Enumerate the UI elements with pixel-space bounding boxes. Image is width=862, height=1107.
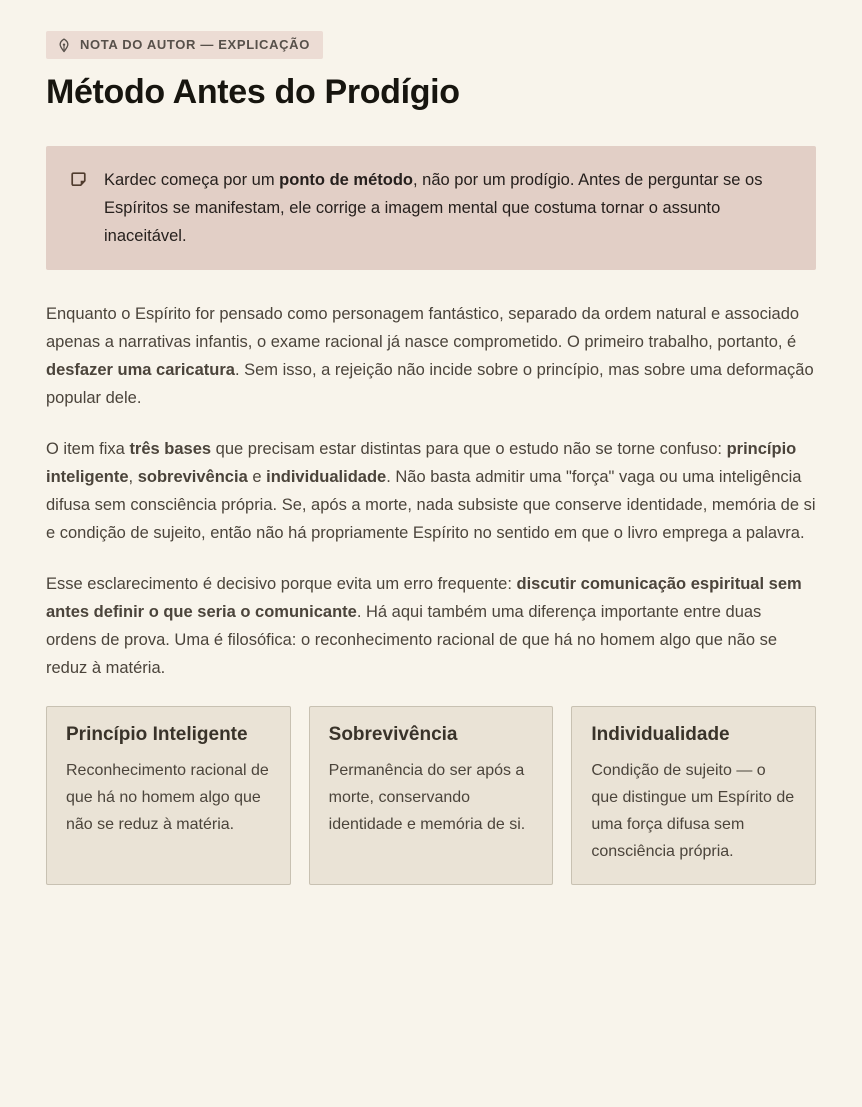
- card-individualidade: [571, 706, 816, 885]
- card-principio-inteligente: [46, 706, 291, 885]
- paragraph-esclarecimento: Esse esclarecimento é decisivo porque evita um erro frequente: discutir comunicação espiritual sem antes definir o que seria o comunicante. Há aqui também uma diferença importante entre duas ordens de prova. Uma é filosófica: o reconhecimento racional de que há no homem algo que não se reduz à matéria.: [46, 575, 802, 678]
- card-body: Reconhecimento racional de que há no homem algo que não se reduz à matéria.: [66, 762, 269, 834]
- card-sobrevivencia: [309, 706, 554, 885]
- author-note-badge: [46, 31, 323, 59]
- card-body: Permanência do ser após a morte, conservando identidade e memória de si.: [328, 762, 526, 834]
- paragraph-tres-bases: O item fixa três bases que precisam estar distintas para que o estudo não se torne confuso: princípio inteligente, sobrevivência e individualidade. Não basta admitir uma "força" vaga ou uma inteligência difusa sem consciência própria. Se, após a morte, nada subsiste que conserve identidade, memória de si e condição de sujeito, então não há propriamente Espírito no sentido em que o livro emprega a palavra.: [46, 440, 816, 543]
- card-title: Sobrevivência: [328, 724, 458, 746]
- card-title: Princípio Inteligente: [66, 724, 248, 746]
- pen-nib-icon: [57, 38, 71, 53]
- method-callout: [46, 146, 816, 270]
- note-icon: [70, 171, 87, 188]
- page-title: Método Antes do Prodígio: [46, 73, 460, 111]
- paragraph-caricatura: Enquanto o Espírito for pensado como personagem fantástico, separado da ordem natural e associado apenas a narrativas infantis, o exame racional já nasce comprometido. O primeiro trabalho, portanto, é desfazer uma caricatura. Sem isso, a rejeição não incide sobre o princípio, mas sobre uma deformação popular dele.: [46, 305, 814, 408]
- author-note-badge-label: NOTA DO AUTOR — EXPLICAÇÃO: [80, 37, 310, 52]
- card-title: Individualidade: [591, 724, 730, 746]
- callout-text: Kardec começa por um ponto de método, não por um prodígio. Antes de perguntar se os Espíritos se manifestam, ele corrige a imagem mental que costuma tornar o assunto inaceitável.: [104, 171, 763, 246]
- concept-cards: [46, 706, 816, 885]
- card-body: Condição de sujeito — o que distingue um Espírito de uma força difusa sem consciência própria.: [591, 762, 795, 861]
